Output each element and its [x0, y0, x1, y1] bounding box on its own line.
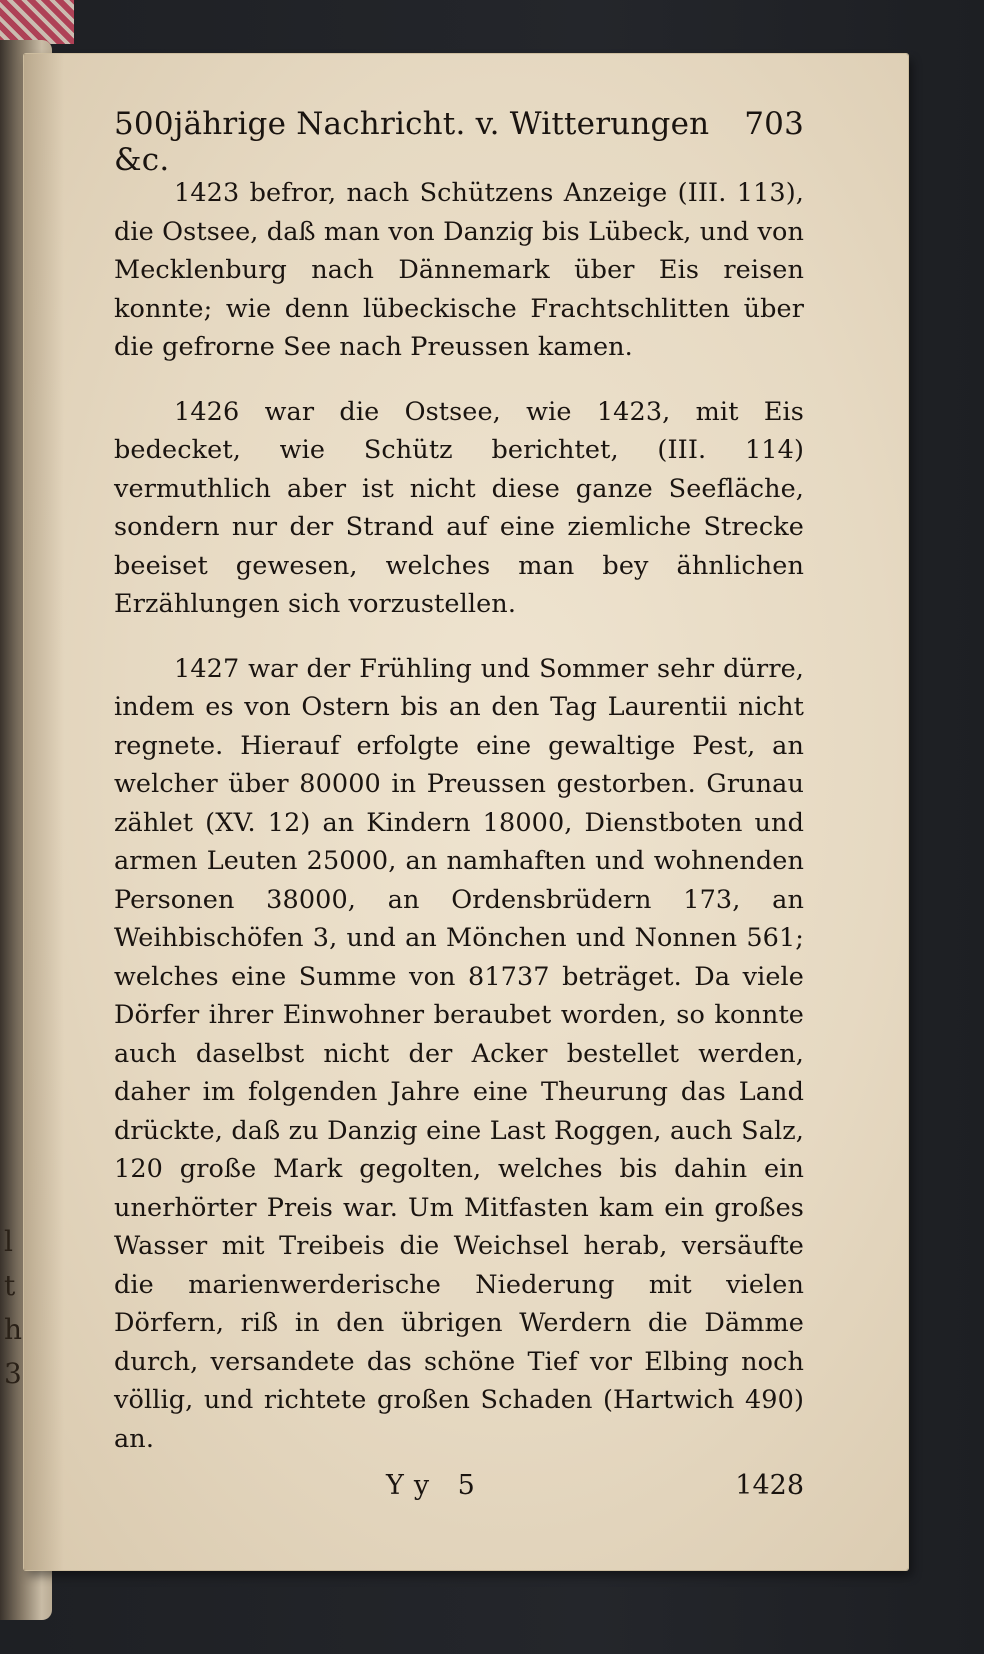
running-head-title: 500jährige Nachricht. v. Witterungen &c. [114, 106, 710, 178]
running-head [114, 106, 804, 178]
page-footer [114, 1470, 804, 1514]
printer-signature-mark: Yy 5 [386, 1470, 485, 1501]
spine-mark: 3 [4, 1357, 22, 1390]
book-page [24, 54, 908, 1570]
page-number: 703 [744, 106, 804, 142]
text-block [114, 106, 804, 1514]
paragraph-1423: 1423 befror, nach Schützens Anzeige (III. 113), die Ostsee, daß man von Danzig bis Lübeck, und von Mecklenburg nach Dännemark über Eis reisen konnte; wie denn lübeckische Frachtschlitten über die gefrorne See nach Preussen kamen. [114, 178, 804, 362]
spine-marks [4, 1220, 24, 1396]
ribbon-bookmark [0, 0, 74, 44]
catchword: 1428 [735, 1470, 804, 1501]
paragraph-1427: 1427 war der Frühling und Sommer sehr dürre, indem es von Ostern bis an den Tag Laurentii nicht regnete. Hierauf erfolgte eine gewaltige Pest, an welcher über 80000 in Preussen gestorben. Grunau zählet (XV. 12) an Kindern 18000, Dienstboten und armen Leuten 25000, an namhaften und wohnenden Personen 38000, an Ordensbrüdern 173, an Weihbischöfen 3, und an Mönchen und Nonnen 561; welches eine Summe von 81737 beträget. Da viele Dörfer ihrer Einwohner beraubet worden, so konnte auch daselbst nicht der Acker bestellet werden, daher im folgenden Jahre eine Theurung das Land drückte, daß zu Danzig eine Last Roggen, auch Salz, 120 große Mark gegolten, welches bis dahin ein unerhörter Preis war. Um Mitfasten kam ein großes Wasser mit Treibeis die Weichsel herab, versäufte die marienwerderische Niederung mit vielen Dörfern, riß in den übrigen Werdern die Dämme durch, versandete das schöne Tief vor Elbing noch völlig, und richtete großen Schaden (Hartwich 490) an. [114, 653, 804, 1454]
spine-mark: t [4, 1269, 16, 1302]
spine-mark: h [4, 1313, 23, 1346]
paragraph-1426: 1426 war die Ostsee, wie 1423, mit Eis bedecket, wie Schütz berichtet, (III. 114) vermuthlich aber ist nicht diese ganze Seefläche, sondern nur der Strand auf eine ziemliche Strecke beeiset gewesen, welches man bey ähnlichen Erzählungen sich vorzustellen. [114, 396, 804, 619]
spine-mark: l [4, 1225, 13, 1258]
